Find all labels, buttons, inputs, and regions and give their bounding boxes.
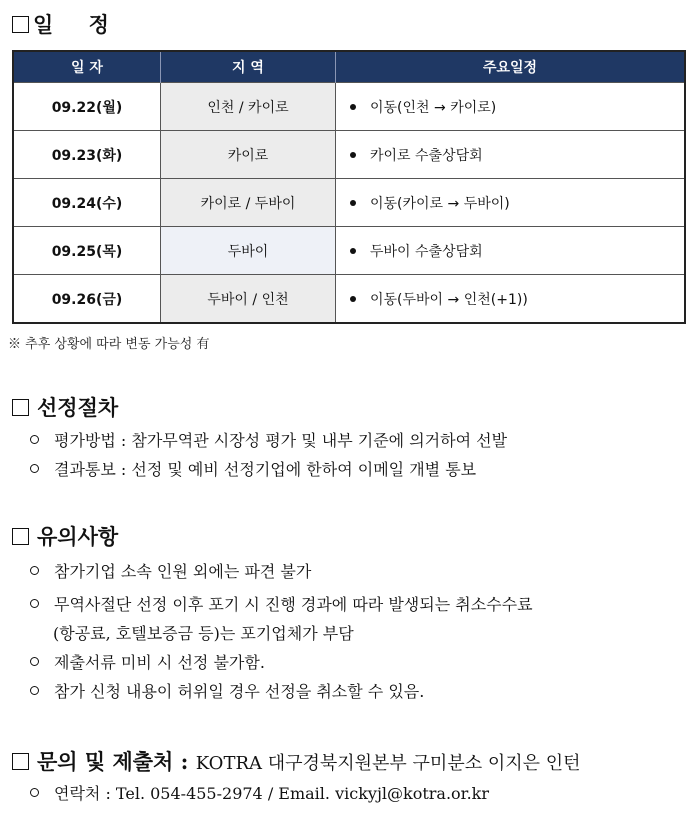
list-item-text: 참가 신청 내용이 허위일 경우 선정을 취소할 수 있음. (54, 682, 425, 701)
circle-bullet-icon (30, 464, 39, 473)
list-item (30, 457, 476, 480)
header-plan: 주요일정 (336, 51, 686, 83)
schedule-note: ※ 추후 상황에 따라 변동 가능성 有 (8, 337, 210, 352)
list-item (30, 781, 489, 804)
circle-bullet-icon (30, 566, 39, 575)
list-item (30, 650, 265, 673)
plan-cell (336, 227, 686, 275)
date-cell: 09.25(목) (13, 227, 161, 275)
plan-cell (336, 131, 686, 179)
plan-text: 이동(카이로 → 두바이) (370, 195, 510, 212)
selection-title-text: 선정절차 (37, 395, 119, 420)
list-item (30, 592, 533, 615)
contact-info-text: 연락처 : Tel. 054-455-2974 / Email. vickyjl@kotra.or.kr (54, 784, 490, 803)
notice-title-text: 유의사항 (37, 524, 119, 549)
list-item (30, 559, 311, 582)
date-cell: 09.24(수) (13, 179, 161, 227)
date-cell: 09.22(월) (13, 83, 161, 131)
header-date: 일 자 (13, 51, 161, 83)
dot-bullet-icon (350, 152, 356, 158)
table-row (13, 131, 685, 179)
list-item (30, 679, 424, 702)
dot-bullet-icon (350, 248, 356, 254)
table-row (13, 275, 685, 324)
contact-title-detail: KOTRA 대구경북지원본부 구미분소 이지은 인턴 (195, 753, 581, 774)
schedule-title-text: 일 정 (33, 12, 123, 37)
table-row (13, 227, 685, 275)
schedule-table (12, 50, 686, 324)
circle-bullet-icon (30, 657, 39, 666)
contact-section-title (12, 746, 580, 776)
header-region: 지 역 (161, 51, 336, 83)
circle-bullet-icon (30, 686, 39, 695)
square-bullet-icon (12, 528, 29, 545)
plan-text: 이동(인천 → 카이로) (370, 99, 497, 116)
schedule-section-title (12, 9, 123, 39)
plan-text: 카이로 수출상담회 (370, 147, 483, 164)
region-cell: 카이로 / 두바이 (161, 179, 336, 227)
list-item-text: 참가기업 소속 인원 외에는 파견 불가 (54, 562, 312, 581)
table-row (13, 83, 685, 131)
plan-cell (336, 179, 686, 227)
list-item-text: 제출서류 미비 시 선정 불가함. (54, 653, 265, 672)
plan-cell (336, 275, 686, 324)
dot-bullet-icon (350, 296, 356, 302)
selection-section-title (12, 392, 118, 422)
list-item-text: 평가방법 : 참가무역관 시장성 평가 및 내부 기준에 의거하여 선발 (54, 431, 508, 450)
region-cell: 두바이 (161, 227, 336, 275)
dot-bullet-icon (350, 200, 356, 206)
date-cell: 09.23(화) (13, 131, 161, 179)
dot-bullet-icon (350, 104, 356, 110)
plan-text: 두바이 수출상담회 (370, 243, 483, 260)
notice-section-title (12, 521, 118, 551)
table-header-row (13, 51, 685, 83)
contact-title-text: 문의 및 제출처 : (37, 749, 189, 774)
square-bullet-icon (12, 399, 29, 416)
list-item-text: 무역사절단 선정 이후 포기 시 진행 경과에 따라 발생되는 취소수수료 (54, 595, 533, 614)
plan-cell (336, 83, 686, 131)
list-item (30, 428, 507, 451)
circle-bullet-icon (30, 788, 39, 797)
region-cell: 인천 / 카이로 (161, 83, 336, 131)
square-bullet-icon (12, 753, 29, 770)
region-cell: 두바이 / 인천 (161, 275, 336, 324)
circle-bullet-icon (30, 599, 39, 608)
list-item-text: 결과통보 : 선정 및 예비 선정기업에 한하여 이메일 개별 통보 (54, 460, 477, 479)
table-row (13, 179, 685, 227)
region-cell: 카이로 (161, 131, 336, 179)
square-bullet-icon (12, 16, 29, 33)
circle-bullet-icon (30, 435, 39, 444)
date-cell: 09.26(금) (13, 275, 161, 324)
list-item-continuation: (항공료, 호텔보증금 등)는 포기업체가 부담 (53, 624, 354, 643)
plan-text: 이동(두바이 → 인천(+1)) (370, 291, 528, 308)
